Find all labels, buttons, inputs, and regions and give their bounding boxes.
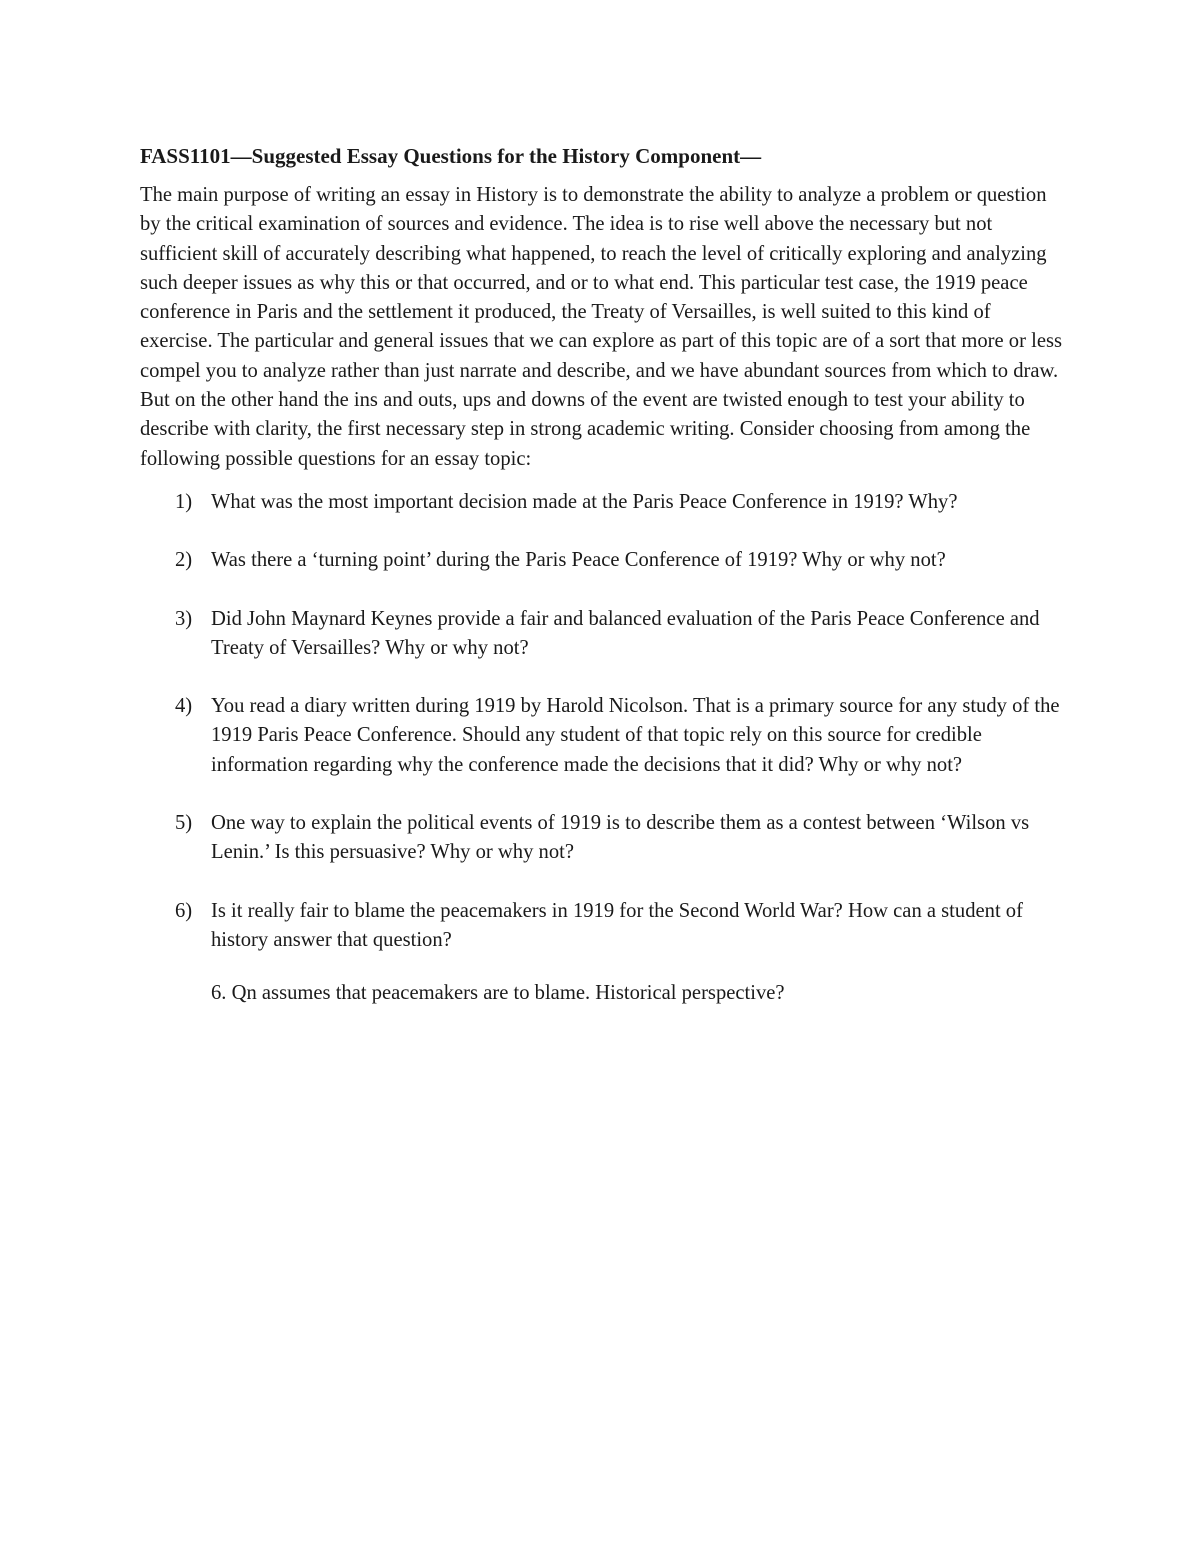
list-item	[140, 897, 1065, 956]
question-text: What was the most important decision made at the Paris Peace Conference in 1919? Why?	[211, 490, 958, 513]
question-text: You read a diary written during 1919 by Harold Nicolson. That is a primary source for any study of the 1919 Paris Peace Conference. Should any student of that topic rely on this source for credible information regarding why the conference made the decisions that it did? Why or why not?	[211, 695, 1060, 776]
question-number: 3)	[175, 607, 193, 630]
question-number: 1)	[175, 490, 193, 513]
question-number: 4)	[175, 695, 193, 718]
question-text: Was there a ‘turning point’ during the Paris Peace Conference of 1919? Why or why not?	[211, 549, 946, 572]
document-title: FASS1101—Suggested Essay Questions for the History Component—	[140, 144, 762, 168]
list-item	[140, 809, 1065, 868]
document-page	[140, 141, 1065, 1009]
question-text: One way to explain the political events of 1919 is to describe them as a contest between ‘Wilson vs Lenin.’ Is this persuasive? Why or why not?	[211, 812, 1030, 864]
question-number: 2)	[175, 549, 193, 572]
list-item	[140, 488, 1065, 517]
question-text: Did John Maynard Keynes provide a fair and balanced evaluation of the Paris Peace Conference and Treaty of Versailles? Why or why not?	[211, 607, 1040, 659]
intro-paragraph: The main purpose of writing an essay in History is to demonstrate the ability to analyze a problem or question by the critical examination of sources and evidence. The idea is to rise well above the necessary but not sufficient skill of accurately describing what happened, to reach the level of critically exploring and analyzing such deeper issues as why this or that occurred, and or to what end. This particular test case, the 1919 peace conference in Paris and the settlement it produced, the Treaty of Versailles, is well suited to this kind of exercise. The particular and general issues that we can explore as part of this topic are of a sort that more or less compel you to analyze rather than just narrate and describe, and we have abundant sources from which to draw. But on the other hand the ins and outs, ups and downs of the event are twisted enough to test your ability to describe with clarity, the first necessary step in strong academic writing. Consider choosing from among the following possible questions for an essay topic:	[140, 184, 1062, 470]
list-item	[140, 692, 1065, 780]
question-number: 5)	[175, 812, 193, 835]
list-item	[140, 546, 1065, 575]
question-list	[140, 488, 1065, 955]
question-text: Is it really fair to blame the peacemakers in 1919 for the Second World War? How can a student of history answer that question?	[211, 899, 1023, 951]
list-item	[140, 605, 1065, 664]
handwritten-style-note: 6. Qn assumes that peacemakers are to blame. Historical perspective?	[211, 982, 785, 1005]
question-number: 6)	[175, 899, 193, 922]
